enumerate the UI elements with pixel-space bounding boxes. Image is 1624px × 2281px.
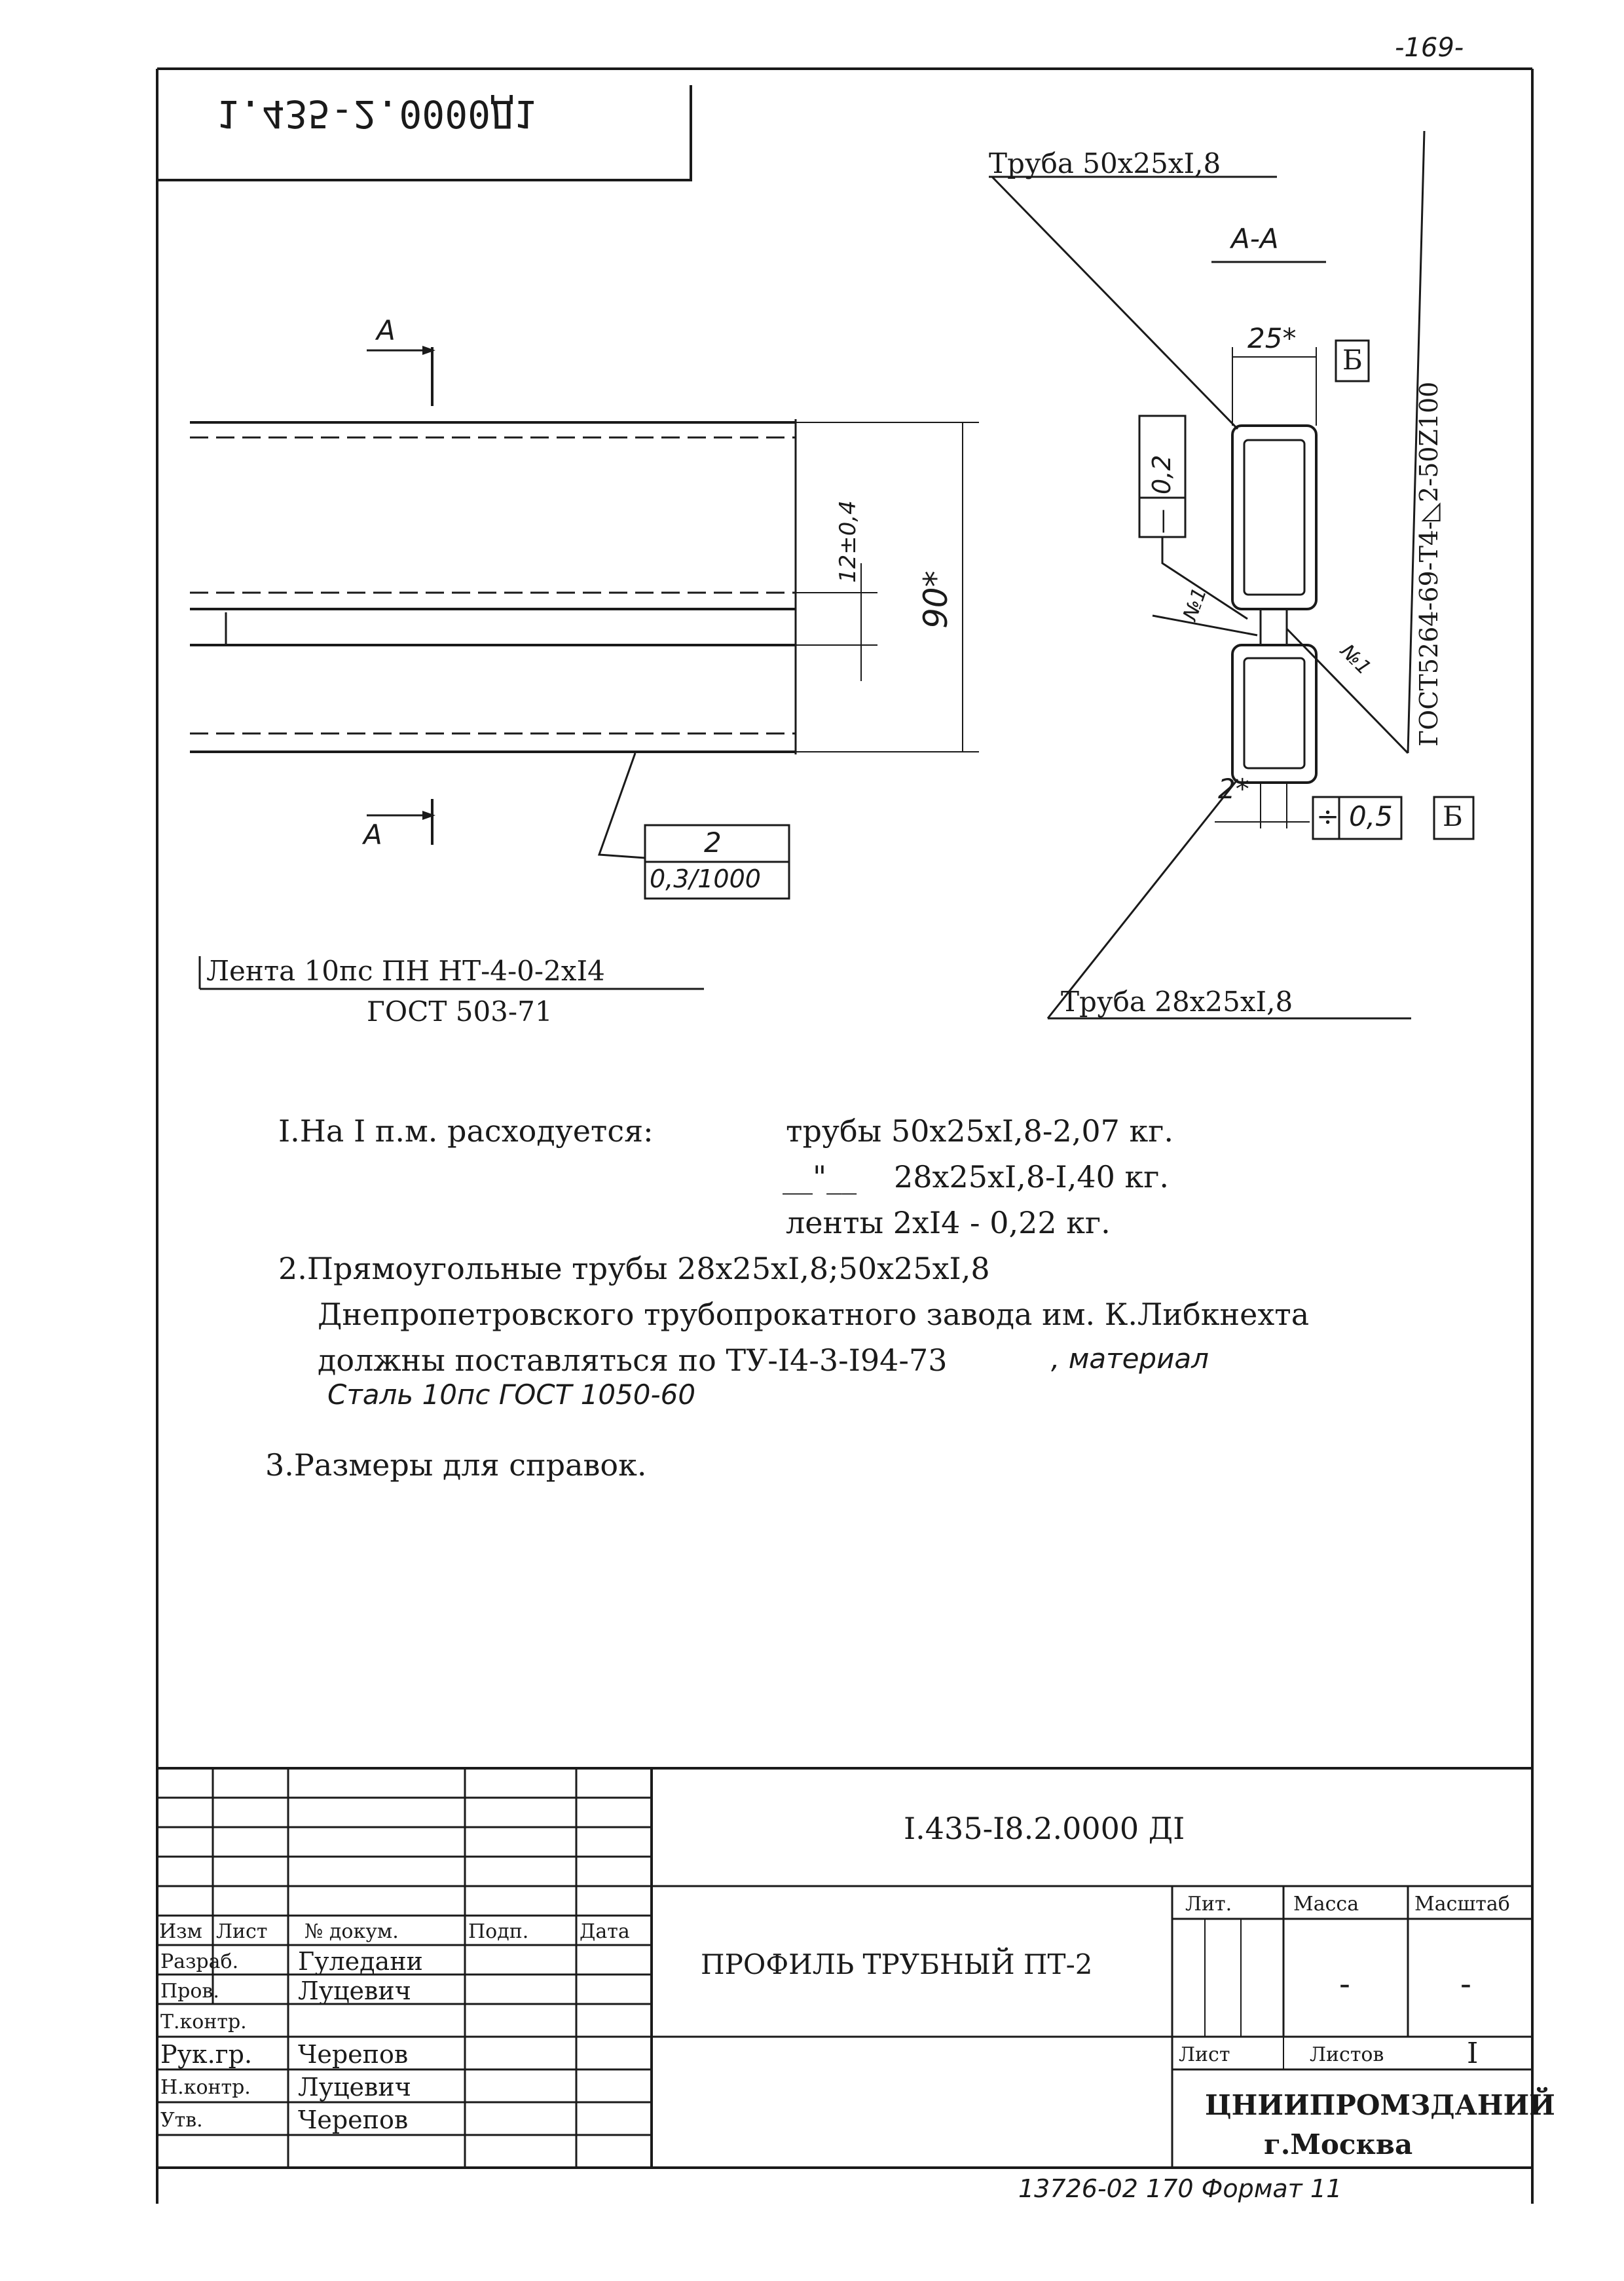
org-city: г.Москва: [1264, 2128, 1413, 2160]
hdr-izm: Изм: [159, 1920, 202, 1943]
sheets-value: I: [1467, 2037, 1479, 2070]
hdr-mass: Масса: [1293, 1893, 1359, 1916]
name-developer: Гуледани: [298, 1947, 423, 1976]
hdr-scale: Масштаб: [1414, 1893, 1510, 1916]
role-group-lead: Рук.гр.: [160, 2040, 253, 2069]
note-2-hand-1: , материал: [1051, 1343, 1209, 1375]
name-norm-control: Луцевич: [298, 2073, 411, 2102]
weld-label-right: №1: [1335, 640, 1376, 680]
note-2-line3: должны поставляться по ТУ-I4-3-I94-73: [318, 1343, 948, 1378]
hdr-sheet: Лист: [1179, 2043, 1230, 2066]
dim-2: 2*: [1218, 773, 1249, 805]
hdr-date: Дата: [580, 1920, 630, 1943]
datum-b-label-top: Б: [1342, 344, 1363, 376]
perp-value: 0,5: [1349, 800, 1393, 832]
note-1-b: 28х25хI,8-I,40 кг.: [894, 1159, 1169, 1195]
role-developer: Разраб.: [160, 1950, 239, 1973]
flat-tol-value: 0,2: [1147, 454, 1176, 494]
note-1-a: трубы 50х25хI,8-2,07 кг.: [786, 1113, 1173, 1149]
datum-b-label-bottom: Б: [1443, 800, 1463, 832]
section-title: А-А: [1231, 223, 1279, 255]
note-1-head: I.На I п.м. расходуется:: [278, 1113, 654, 1149]
role-tech-control: Т.контр.: [160, 2011, 247, 2033]
tape-label: Лента 10пс ПН НТ-4-0-2хI4: [206, 955, 605, 987]
note-1-b-prefix: __"__: [783, 1159, 857, 1195]
dim-12: 12±0,4: [835, 500, 861, 583]
hdr-sign: Подп.: [468, 1920, 529, 1943]
note-1-c: ленты 2хI4 - 0,22 кг.: [786, 1205, 1111, 1240]
hdr-lit: Лит.: [1185, 1893, 1232, 1916]
name-checker: Луцевич: [298, 1976, 411, 2005]
name-approver: Черепов: [298, 2105, 409, 2134]
note-2-line1: 2.Прямоугольные трубы 28х25хI,8;50х25хI,8: [278, 1251, 990, 1286]
note-2-line2: Днепропетровского трубопрокатного завода им. К.Либкнехта: [318, 1297, 1310, 1332]
dim-90: 90*: [917, 570, 955, 629]
role-checker: Пров.: [160, 1980, 219, 2003]
section-marker-bottom: А: [363, 819, 382, 851]
note-3: 3.Размеры для справок.: [265, 1447, 647, 1483]
section-marker-top: А: [377, 314, 396, 346]
straightness-bottom: 0,3/1000: [650, 864, 761, 893]
weld-label-left: №1: [1179, 584, 1212, 624]
page-number: -169-: [1395, 33, 1464, 63]
tube-top-label: Труба 50х25хI,8: [989, 147, 1221, 179]
name-group-lead: Черепов: [298, 2040, 409, 2069]
org-name: ЦНИИПРОМЗДАНИЙ: [1205, 2089, 1555, 2121]
scale-value: -: [1460, 1965, 1471, 2003]
dim-25: 25*: [1247, 322, 1297, 354]
tape-strip: [1261, 609, 1287, 645]
flat-tol-sign: —: [1147, 509, 1176, 534]
mass-value: -: [1339, 1965, 1350, 2003]
drawing-title: ПРОФИЛЬ ТРУБНЫЙ ПТ-2: [701, 1948, 1093, 1980]
tube-bottom-label: Труба 28х25хI,8: [1061, 986, 1293, 1018]
straightness-top: 2: [704, 826, 722, 859]
hdr-doc: № докум.: [304, 1920, 399, 1943]
weld-standard: ГОСТ5264-69-Т4-◺2-50Z100: [1414, 381, 1443, 747]
doc-code: I.435-I8.2.0000 ДI: [904, 1811, 1185, 1846]
role-approver: Утв.: [160, 2109, 203, 2132]
stamp-code-mirrored: 1.435-2.0000Д1: [216, 92, 536, 136]
perp-sign: ÷: [1316, 800, 1340, 832]
role-norm-control: Н.контр.: [160, 2076, 251, 2099]
note-2-hand-2: Сталь 10пс ГОСТ 1050-60: [327, 1379, 696, 1411]
tape-standard: ГОСТ 503-71: [367, 995, 553, 1028]
footer-format: 13726-02 170 Формат 11: [1018, 2174, 1342, 2203]
hdr-list: Лист: [216, 1920, 268, 1943]
hdr-sheets: Листов: [1310, 2043, 1384, 2066]
